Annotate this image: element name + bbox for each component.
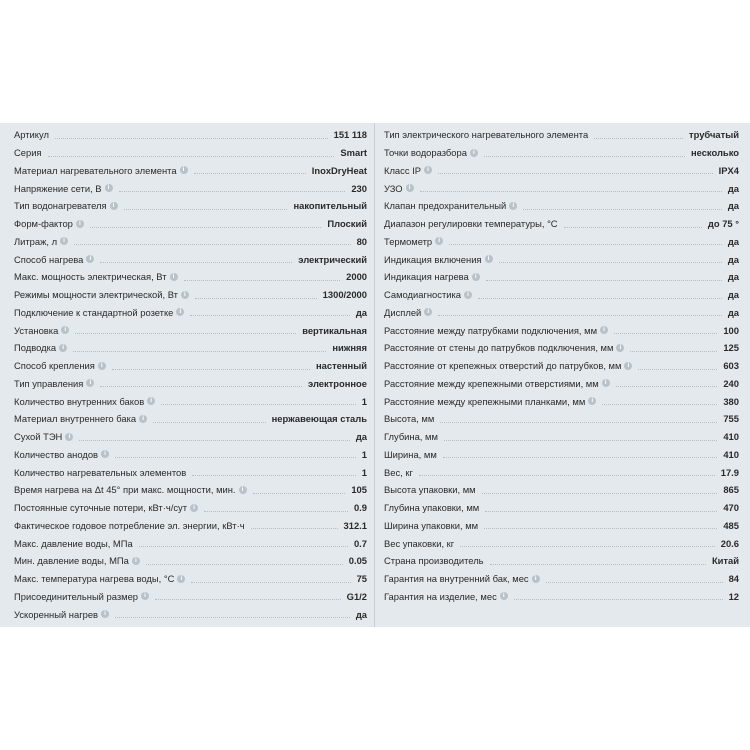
dotted-leader [546,582,723,583]
spec-value: да [727,289,739,301]
dotted-leader [155,599,341,600]
info-icon[interactable]: i [472,273,480,281]
info-icon[interactable]: i [176,308,184,316]
info-icon[interactable]: i [470,149,478,157]
spec-value: 410 [723,431,739,443]
spec-row [384,392,739,410]
spec-value: 380 [723,395,739,407]
dotted-leader [184,280,341,281]
dotted-leader [478,298,722,299]
spec-label: Тип водонагревателя [14,200,107,212]
dotted-leader [484,528,717,529]
spec-value: 75 [356,573,367,585]
info-icon[interactable]: i [509,202,517,210]
spec-row [384,499,739,517]
spec-row [384,517,739,535]
spec-value: да [727,306,739,318]
info-icon[interactable]: i [105,184,113,192]
spec-row [14,463,367,481]
spec-row [384,162,739,180]
spec-label: Материал внутреннего бака [14,413,137,425]
spec-label: Класс IP [384,164,421,176]
spec-value: да [727,235,739,247]
dotted-leader [638,369,717,370]
spec-label: Расстояние между крепежными планками, мм [384,395,586,407]
info-icon[interactable]: i [177,575,185,583]
info-icon[interactable]: i [101,450,109,458]
spec-value: 2000 [346,271,367,283]
dotted-leader [438,173,713,174]
info-icon[interactable]: i [181,291,189,299]
spec-row [384,268,739,286]
spec-row [384,286,739,304]
spec-label: Индикация включения [384,253,482,265]
spec-value: 80 [356,235,367,247]
info-icon[interactable]: i [76,220,84,228]
info-icon[interactable]: i [170,273,178,281]
spec-value: Smart [340,147,367,159]
spec-row [384,339,739,357]
spec-value: да [727,253,739,265]
info-icon[interactable]: i [147,397,155,405]
spec-value: вертикальная [302,324,367,336]
dotted-leader [485,511,717,512]
spec-value: 1 [361,395,367,407]
spec-label: Ширина, мм [384,448,437,460]
spec-value: 151 118 [333,129,367,141]
spec-row [384,250,739,268]
spec-value: 410 [723,448,739,460]
info-icon[interactable]: i [60,237,68,245]
dotted-leader [564,227,702,228]
dotted-leader [594,138,683,139]
spec-row [384,463,739,481]
spec-value: IPX4 [718,164,739,176]
spec-value: да [355,608,367,620]
dotted-leader [253,493,346,494]
spec-row [14,588,367,606]
spec-row [384,126,739,144]
spec-label: Серия [14,147,42,159]
dotted-leader [48,156,335,157]
spec-label: Ширина упаковки, мм [384,519,479,531]
spec-value: 100 [723,324,739,336]
spec-label: Время нагрева на Δt 45° при макс. мощности, мин. [14,484,236,496]
info-icon[interactable]: i [110,202,118,210]
spec-label: Расстояние между патрубками подключения, мм [384,324,598,336]
spec-value: 12 [728,590,739,602]
dotted-leader [251,528,338,529]
spec-value: 240 [723,377,739,389]
spec-row [14,144,367,162]
spec-value: да [355,431,367,443]
dotted-leader [440,422,717,423]
dotted-leader [139,546,348,547]
spec-value: 1300/2000 [322,289,367,301]
dotted-leader [124,209,288,210]
spec-value: да [727,271,739,283]
dotted-leader [115,457,356,458]
spec-row [14,233,367,251]
dotted-leader [112,369,310,370]
info-icon[interactable]: i [464,291,472,299]
spec-label: Материал нагревательного элемента [14,164,177,176]
spec-label: Высота, мм [384,413,435,425]
spec-value: 20.6 [720,537,739,549]
spec-label: Присоединительный размер [14,590,139,602]
dotted-leader [100,262,292,263]
spec-value: 1 [361,448,367,460]
spec-row [384,570,739,588]
spec-value: Плоский [327,218,367,230]
spec-row [14,517,367,535]
info-icon[interactable]: i [600,326,608,334]
spec-row [14,357,367,375]
spec-value: накопительный [293,200,367,212]
dotted-leader [75,333,296,334]
spec-value: 17.9 [720,466,739,478]
info-icon[interactable]: i [406,184,414,192]
spec-row [384,428,739,446]
spec-label: Напряжение сети, В [14,182,102,194]
spec-value: 230 [351,182,367,194]
dotted-leader [115,617,350,618]
spec-row [14,179,367,197]
spec-value: до 75 ° [707,218,739,230]
spec-label: Ускоренный нагрев [14,608,99,620]
spec-label: Фактическое годовое потребление эл. энергии, кВт·ч [14,519,245,531]
spec-label: Количество нагревательных элементов [14,466,187,478]
dotted-leader [79,440,349,441]
spec-column-right [384,126,739,605]
dotted-leader [73,351,326,352]
spec-label: Точки водоразбора [384,147,467,159]
spec-row [384,588,739,606]
info-icon[interactable]: i [61,326,69,334]
spec-label: Макс. мощность электрическая, Вт [14,271,167,283]
spec-row [14,481,367,499]
dotted-leader [514,599,723,600]
spec-value: нижняя [332,342,367,354]
spec-row [384,179,739,197]
spec-label: Глубина, мм [384,431,438,443]
spec-label: Режимы мощности электрической, Вт [14,289,178,301]
spec-label: Сухой ТЭН [14,431,63,443]
spec-label: Высота упаковки, мм [384,484,476,496]
dotted-leader [482,493,718,494]
spec-row [384,410,739,428]
dotted-leader [420,191,722,192]
spec-value: 0.7 [353,537,367,549]
spec-label: Тип электрического нагревательного элемента [384,129,589,141]
dotted-leader [523,209,722,210]
spec-value: электрический [298,253,367,265]
spec-row [14,375,367,393]
spec-value: трубчатый [689,129,739,141]
spec-row [14,339,367,357]
info-icon[interactable]: i [86,379,94,387]
dotted-leader [90,227,322,228]
dotted-leader [74,244,351,245]
spec-value: 105 [351,484,367,496]
dotted-leader [192,475,356,476]
dotted-leader [195,298,317,299]
spec-label: Самодиагностика [384,289,462,301]
info-icon[interactable]: i [624,362,632,370]
spec-value: 0.05 [348,555,367,567]
spec-label: Вес упаковки, кг [384,537,455,549]
spec-row [384,144,739,162]
spec-label: Расстояние от стены до патрубков подключения, мм [384,342,614,354]
spec-label: Диапазон регулировки температуры, °С [384,218,558,230]
spec-label: Расстояние от крепежных отверстий до патрубков, мм [384,360,622,372]
spec-value: Китай [711,555,739,567]
spec-value: 312.1 [343,519,367,531]
spec-value: 470 [723,502,739,514]
spec-row [14,126,367,144]
spec-row [14,321,367,339]
spec-row [14,446,367,464]
spec-row [384,481,739,499]
spec-label: Дисплей [384,306,422,318]
spec-row [14,304,367,322]
spec-label: Установка [14,324,59,336]
spec-label: Способ крепления [14,360,95,372]
spec-label: Постоянные суточные потери, кВт·ч/сут [14,502,187,514]
spec-row [14,552,367,570]
spec-label: Страна производитель [384,555,484,567]
spec-value: 0.9 [353,502,367,514]
dotted-leader [602,404,717,405]
spec-row [384,357,739,375]
spec-label: Количество анодов [14,448,99,460]
spec-value: да [727,182,739,194]
spec-row [14,570,367,588]
dotted-leader [438,315,722,316]
spec-label: Форм-фактор [14,218,73,230]
spec-row [384,321,739,339]
dotted-leader [194,173,306,174]
dotted-leader [460,546,715,547]
info-icon[interactable]: i [532,575,540,583]
spec-label: Гарантия на изделие, мес [384,590,497,602]
info-icon[interactable]: i [588,397,596,405]
spec-row [384,233,739,251]
spec-row [14,499,367,517]
dotted-leader [630,351,717,352]
spec-value: да [355,306,367,318]
spec-value: 125 [723,342,739,354]
spec-label: Клапан предохранительный [384,200,507,212]
spec-panel [0,123,750,627]
dotted-leader [191,582,350,583]
info-icon[interactable]: i [500,592,508,600]
dotted-leader [499,262,722,263]
spec-row [14,268,367,286]
spec-row [384,534,739,552]
info-icon[interactable]: i [132,557,140,565]
info-icon[interactable]: i [190,504,198,512]
spec-value: 485 [723,519,739,531]
info-icon[interactable]: i [86,255,94,263]
dotted-leader [190,315,349,316]
info-icon[interactable]: i [424,166,432,174]
spec-row [384,197,739,215]
info-icon[interactable]: i [65,433,73,441]
dotted-leader [484,156,685,157]
spec-value: 84 [728,573,739,585]
spec-value: настенный [316,360,367,372]
spec-label: Мин. давление воды, МПа [14,555,129,567]
spec-label: Индикация нагрева [384,271,469,283]
spec-row [14,605,367,623]
spec-label: Литраж, л [14,235,58,247]
info-icon[interactable]: i [59,344,67,352]
spec-label: Вес, кг [384,466,413,478]
info-icon[interactable]: i [424,308,432,316]
spec-row [14,392,367,410]
dotted-leader [55,138,328,139]
dotted-leader [204,511,348,512]
info-icon[interactable]: i [98,362,106,370]
spec-row [14,286,367,304]
dotted-leader [153,422,266,423]
spec-row [14,197,367,215]
info-icon[interactable]: i [435,237,443,245]
spec-value: электронное [308,377,367,389]
spec-row [384,552,739,570]
spec-label: Артикул [14,129,49,141]
spec-row [14,250,367,268]
spec-label: УЗО [384,182,403,194]
spec-label: Макс. давление воды, МПа [14,537,133,549]
dotted-leader [419,475,715,476]
dotted-leader [444,440,717,441]
spec-row [384,304,739,322]
spec-row [14,162,367,180]
dotted-leader [616,386,718,387]
info-icon[interactable]: i [616,344,624,352]
info-icon[interactable]: i [141,592,149,600]
dotted-leader [161,404,356,405]
spec-value: несколько [690,147,739,159]
dotted-leader [490,564,706,565]
spec-value: 755 [723,413,739,425]
spec-row [14,215,367,233]
spec-label: Гарантия на внутренний бак, мес [384,573,529,585]
spec-label: Термометр [384,235,433,247]
spec-row [14,534,367,552]
spec-value: да [727,200,739,212]
spec-row [384,215,739,233]
spec-value: InoxDryHeat [311,164,367,176]
dotted-leader [486,280,722,281]
info-icon[interactable]: i [180,166,188,174]
dotted-leader [146,564,343,565]
spec-value: 865 [723,484,739,496]
info-icon[interactable]: i [239,486,247,494]
spec-column-left [14,126,367,623]
spec-row [14,428,367,446]
spec-row [384,446,739,464]
spec-label: Способ нагрева [14,253,84,265]
spec-value: 1 [361,466,367,478]
spec-value: 603 [723,360,739,372]
spec-label: Расстояние между крепежными отверстиями, мм [384,377,599,389]
dotted-leader [100,386,302,387]
dotted-leader [449,244,722,245]
info-icon[interactable]: i [139,415,147,423]
spec-label: Макс. температура нагрева воды, °С [14,573,175,585]
info-icon[interactable]: i [485,255,493,263]
spec-value: G1/2 [346,590,367,602]
dotted-leader [119,191,346,192]
spec-label: Подводка [14,342,57,354]
spec-row [14,410,367,428]
spec-label: Количество внутренних баков [14,395,145,407]
spec-label: Подключение к стандартной розетке [14,306,174,318]
spec-label: Тип управления [14,377,84,389]
column-divider [374,123,375,627]
info-icon[interactable]: i [101,610,109,618]
dotted-leader [443,457,718,458]
spec-label: Глубина упаковки, мм [384,502,480,514]
dotted-leader [614,333,717,334]
spec-row [384,375,739,393]
info-icon[interactable]: i [602,379,610,387]
spec-value: нержавеющая сталь [271,413,367,425]
